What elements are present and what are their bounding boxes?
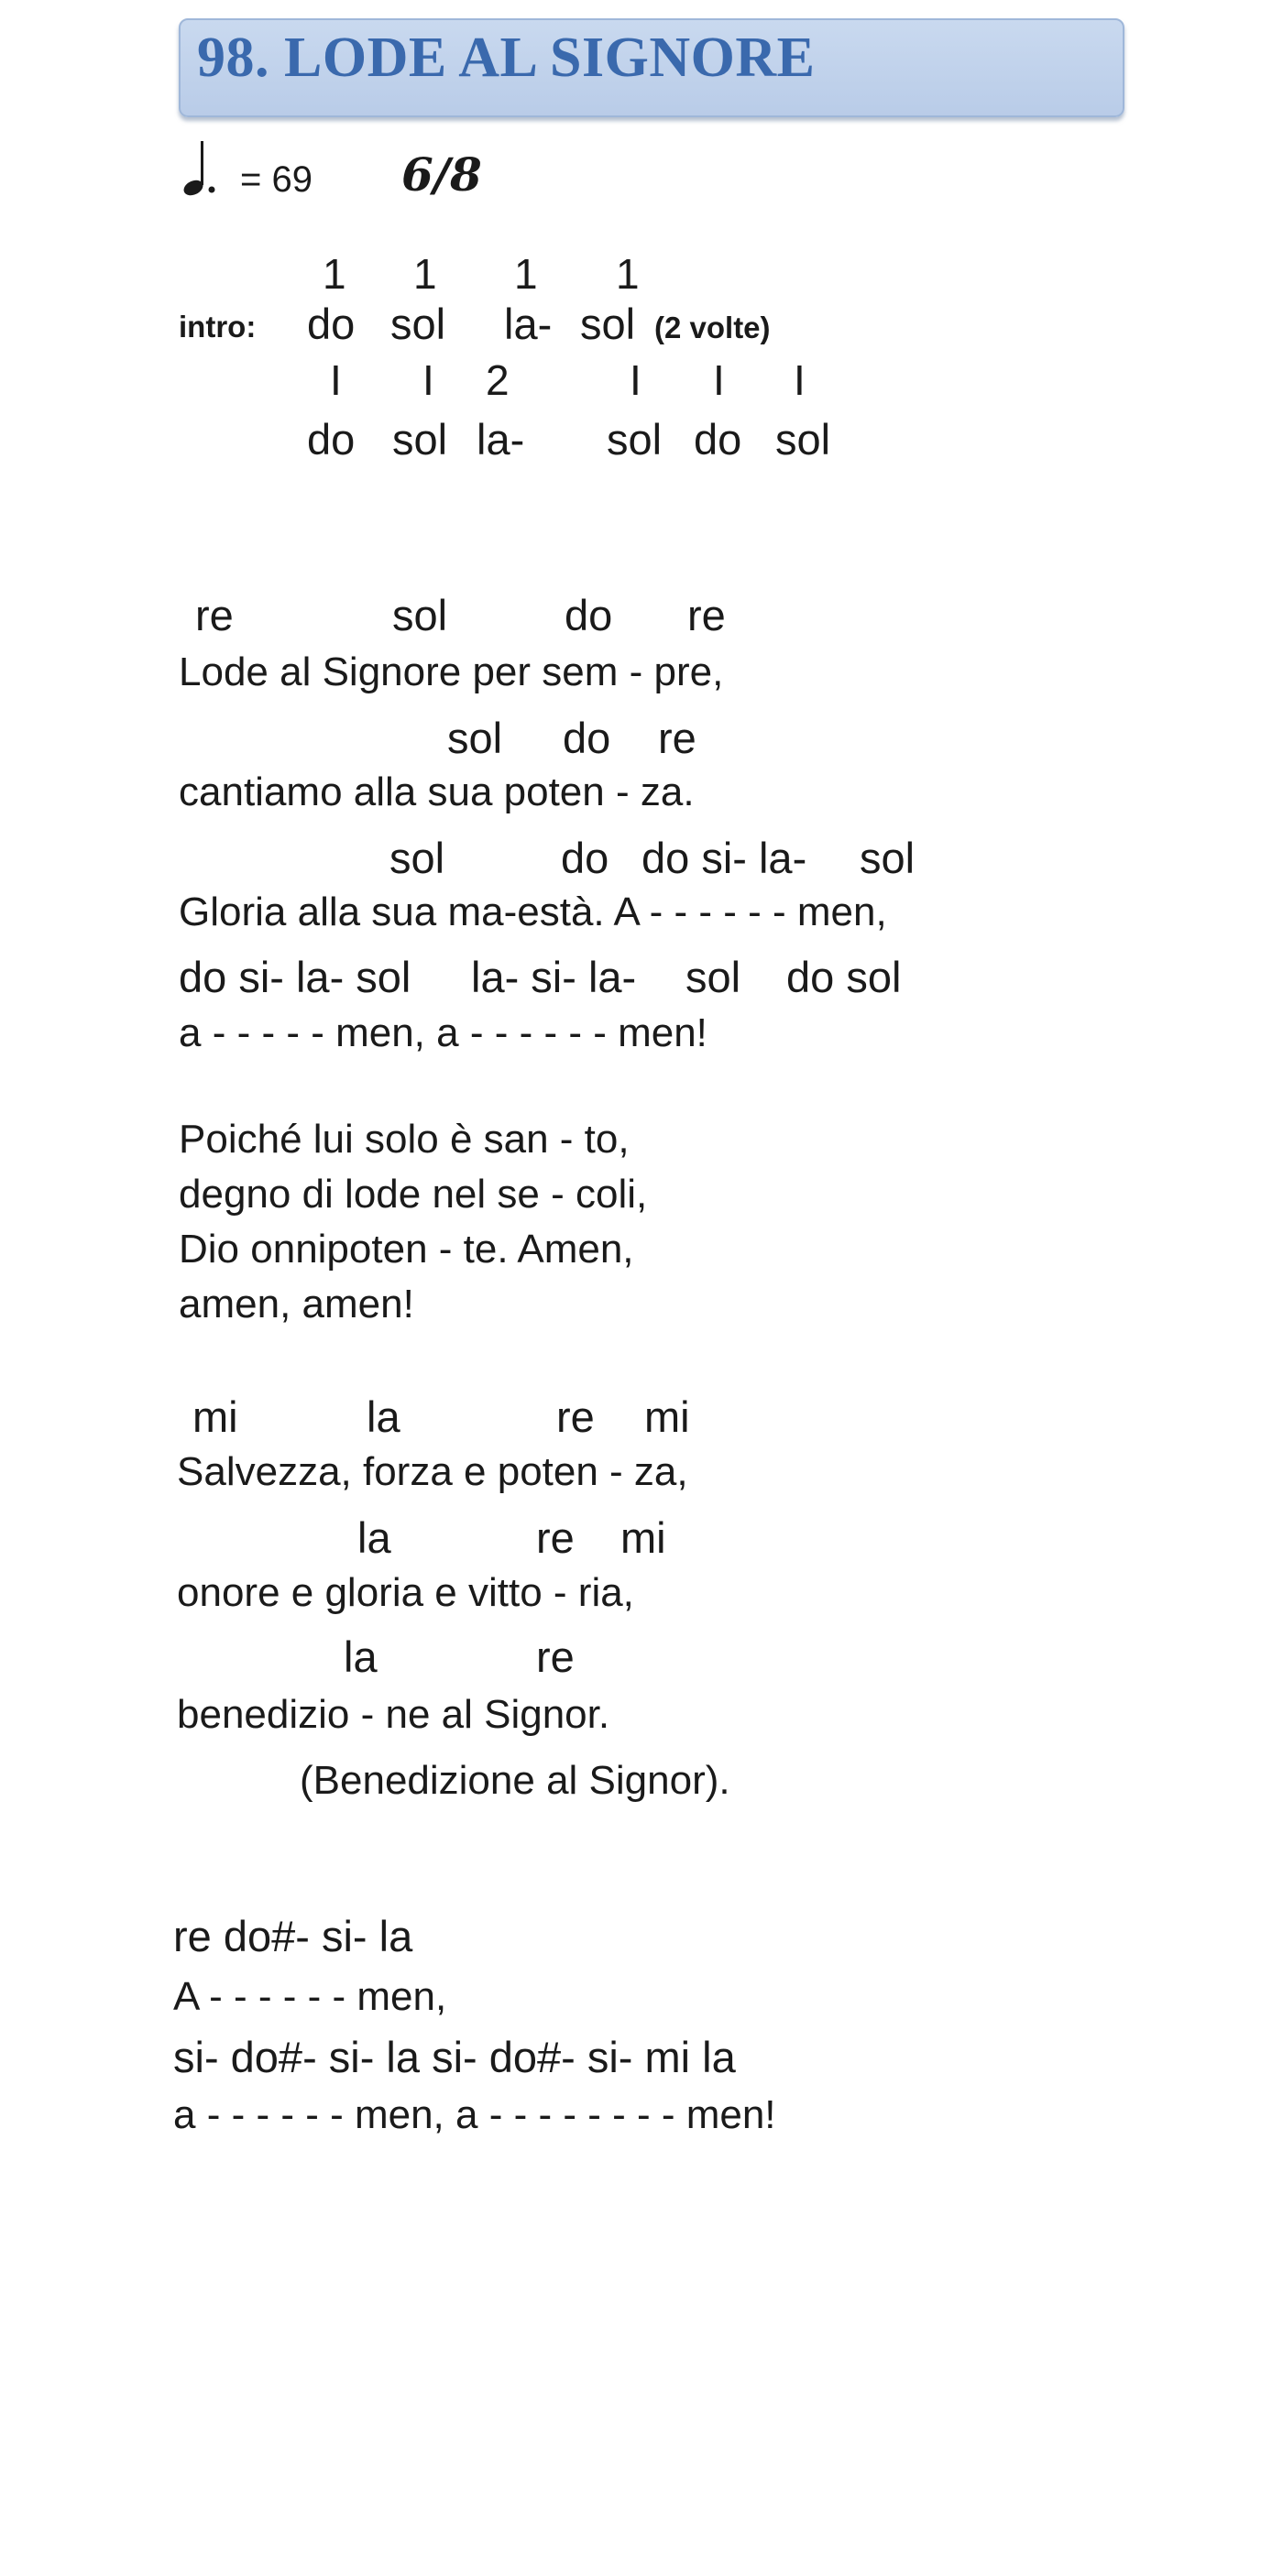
- chord: do: [563, 714, 611, 762]
- intro-label: intro:: [179, 310, 257, 344]
- chord-line: si- do#- si- la si- do#- si- mi la: [173, 2033, 736, 2081]
- intro-count: 1: [323, 250, 346, 298]
- title-banner: [179, 18, 1124, 117]
- chord: re: [536, 1632, 575, 1681]
- intro-count: 2: [486, 356, 510, 404]
- chord: la- si- la-: [471, 953, 637, 1001]
- chord: sol: [685, 953, 741, 1001]
- intro-chord: sol: [392, 415, 448, 464]
- lyric-line: Dio onnipoten - te. Amen,: [179, 1227, 634, 1272]
- intro-chord: sol: [580, 300, 636, 348]
- intro-chord: la-: [477, 415, 525, 464]
- song-title: 98. LODE AL SIGNORE: [197, 27, 816, 89]
- chord: sol: [389, 834, 445, 882]
- chord: re: [687, 591, 726, 639]
- intro-chord: do: [307, 300, 356, 348]
- chord: sol: [447, 714, 503, 762]
- chord: re: [195, 591, 234, 639]
- time-signature: 6/8: [401, 147, 482, 202]
- intro-count: I: [330, 356, 342, 404]
- lyric-line: Gloria alla sua ma-està. A - - - - - - men,: [179, 890, 887, 934]
- chord: re: [536, 1513, 575, 1562]
- chord: mi: [644, 1392, 690, 1441]
- chord-line: re do#- si- la: [173, 1912, 413, 1960]
- lyric-line: benedizio - ne al Signor.: [177, 1692, 610, 1737]
- chord: do si- la-: [642, 834, 807, 882]
- chord: la: [357, 1513, 391, 1562]
- chord: mi: [620, 1513, 666, 1562]
- lyric-line: cantiamo alla sua poten - za.: [179, 770, 695, 814]
- chord: sol: [860, 834, 916, 882]
- intro-chord: sol: [390, 300, 446, 348]
- intro-count: I: [713, 356, 725, 404]
- chord: do si- la- sol: [179, 953, 411, 1001]
- lyric-line: a - - - - - men, a - - - - - - men!: [179, 1010, 707, 1055]
- repeat-note: (2 volte): [654, 311, 771, 344]
- intro-chord: sol: [775, 415, 831, 464]
- chord: re: [658, 714, 696, 762]
- lyric-line: amen, amen!: [179, 1282, 414, 1326]
- chord: do: [561, 834, 609, 882]
- intro-chord: la-: [504, 300, 553, 348]
- chord: la: [367, 1392, 400, 1441]
- intro-count: I: [794, 356, 806, 404]
- chord: sol: [392, 591, 448, 639]
- dotted-quarter-note-icon: [181, 137, 218, 198]
- intro-chord: do: [694, 415, 742, 464]
- lyric-line: Lode al Signore per sem - pre,: [179, 649, 724, 694]
- chord: do sol: [786, 953, 902, 1001]
- chord: re: [556, 1392, 595, 1441]
- intro-count: 1: [514, 250, 538, 298]
- tempo-value: = 69: [240, 159, 313, 200]
- lyric-line: onore e gloria e vitto - ria,: [177, 1570, 634, 1615]
- intro-count: I: [630, 356, 642, 404]
- chord: la: [344, 1632, 378, 1681]
- intro-count: 1: [616, 250, 640, 298]
- lyric-line: degno di lode nel se - coli,: [179, 1172, 648, 1217]
- lyric-line: A - - - - - - men,: [173, 1974, 447, 2019]
- lyric-line: Salvezza, forza e poten - za,: [177, 1449, 688, 1494]
- intro-count: 1: [413, 250, 437, 298]
- intro-count: I: [422, 356, 434, 404]
- lyric-line: Poiché lui solo è san - to,: [179, 1117, 630, 1162]
- intro-chord: do: [307, 415, 356, 464]
- chord: do: [565, 591, 613, 639]
- chord: mi: [192, 1392, 238, 1441]
- lyric-line: (Benedizione al Signor).: [300, 1758, 730, 1803]
- lyric-line: a - - - - - - men, a - - - - - - - - men!: [173, 2092, 776, 2137]
- intro-chord: sol: [607, 415, 663, 464]
